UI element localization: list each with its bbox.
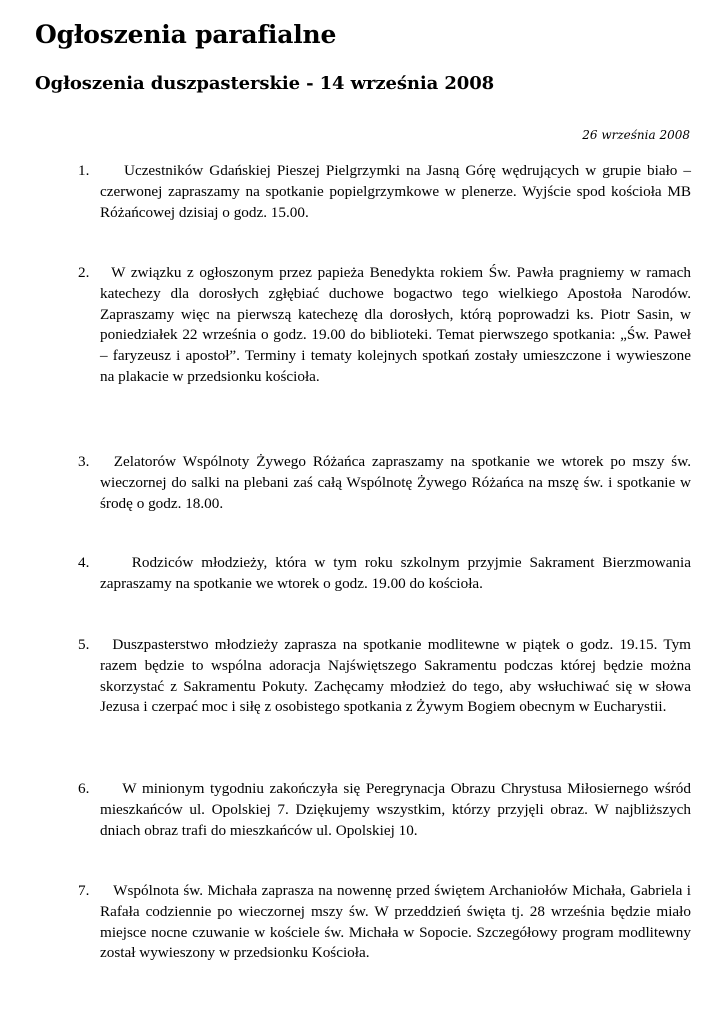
announcement-text: Duszpasterstwo młodzieży zaprasza na spotkanie modlitewne w piątek o godz. 19.15. Tym razem będzie to wspólna adoracja Najświętszego Sakramentu podczas której będzie można skorzystać z Sakramentu Pokuty. Zachęcamy młodzież do tego, aby wsłuchiwać się w słowa Jezusa i czerpać moc i siłę z osobistego spotkania z Żywym Bogiem obecnym w Eucharystii. [100,636,691,716]
announcement-number: 2. [78,264,90,281]
announcement-item [78,452,691,514]
announcement-text: Rodziców młodzieży, która w tym roku szkolnym przyjmie Sakrament Bierzmowania zapraszamy na spotkanie we wtorek o godz. 19.00 do kościoła. [100,554,691,592]
announcement-number: 4. [78,554,90,571]
page-title: Ogłoszenia parafialne [35,20,337,49]
announcement-number: 7. [78,882,90,899]
announcement-text: Zelatorów Wspólnoty Żywego Różańca zapraszamy na spotkanie we wtorek po mszy św. wieczornej do salki na plebani zaś całą Wspólnotę Żywego Różańca na mszę św. i spotkanie w środę o godz. 18.00. [100,453,691,512]
announcement-text: Wspólnota św. Michała zaprasza na nowennę przed świętem Archaniołów Michała, Gabriela i Rafała codziennie po wieczornej mszy św. W przeddzień święta tj. 28 września będzie miało miejsce nocne czuwanie w kościele św. Michała w Sopocie. Szczegółowy program modlitewny został wywieszony w przedsionku Kościoła. [100,882,691,962]
document-date: 26 września 2008 [582,128,690,142]
announcement-text: Uczestników Gdańskiej Pieszej Pielgrzymki na Jasną Górę wędrujących w grupie biało – czerwonej zapraszamy na spotkanie popielgrzymkowe w plenerze. Wyjście spod kościoła MB Różańcowej dzisiaj o godz. 15.00. [100,162,691,221]
announcement-item [78,779,691,841]
announcement-number: 3. [78,453,90,470]
announcement-number: 1. [78,162,90,179]
announcement-item [78,881,691,964]
announcement-item [78,553,691,595]
announcements-subtitle: Ogłoszenia duszpasterskie - 14 września 2008 [35,73,495,94]
announcement-text: W związku z ogłoszonym przez papieża Benedykta rokiem Św. Pawła pragniemy w ramach katechezy dla dorosłych zgłębiać duchowe bogactwo tego wielkiego Apostoła Narodów. Zapraszamy więc na pierwszą katechezę dla dorosłych, którą poprowadzi ks. Piotr Sasin, w poniedziałek 22 września o godz. 19.00 do biblioteki. Temat pierwszego spotkania: „Św. Paweł – faryzeusz i apostoł”. Terminy i tematy kolejnych spotkań zostały umieszczone i wywieszone na plakacie w przedsionku kościoła. [100,264,691,385]
announcement-text: W minionym tygodniu zakończyła się Peregrynacja Obrazu Chrystusa Miłosiernego wśród mieszkańców ul. Opolskiej 7. Dziękujemy wszystkim, którzy przyjęli obraz. W najbliższych dniach obraz trafi do mieszkańców ul. Opolskiej 10. [100,780,691,839]
announcement-number: 6. [78,780,90,797]
announcement-item [78,263,691,388]
announcement-item [78,635,691,718]
announcement-item [78,161,691,223]
announcement-number: 5. [78,636,90,653]
